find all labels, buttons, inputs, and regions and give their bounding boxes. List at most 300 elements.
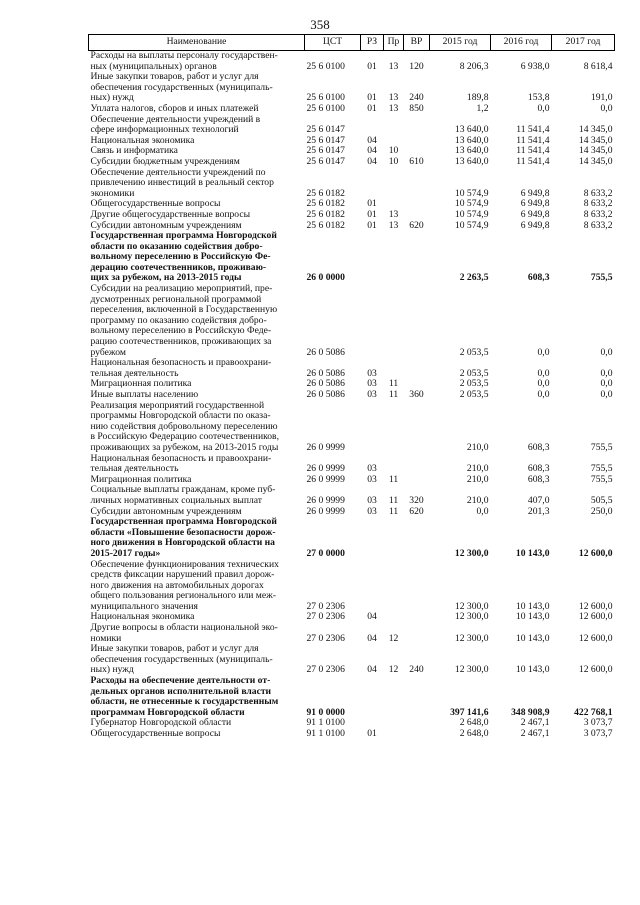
row-2015: 13 640,0 bbox=[454, 155, 489, 167]
row-2017: 8 633,2 bbox=[583, 208, 613, 220]
row-name bbox=[89, 401, 305, 454]
row-name-line: вольному переселению в Российскую Феде- bbox=[90, 325, 272, 337]
row-name-line: рацию соотечественников, проживающих за bbox=[90, 336, 272, 348]
row-pr bbox=[384, 358, 404, 379]
row-2017: 755,5 bbox=[590, 272, 613, 284]
row-cst: 91 0 0000 bbox=[306, 706, 345, 718]
row-name-line: общего пользования регионального или меж- bbox=[90, 590, 276, 602]
row-vr: 120 bbox=[409, 60, 424, 72]
row-vr bbox=[404, 623, 430, 644]
row-2016: 2 467,1 bbox=[520, 728, 550, 739]
row-vr: 850 bbox=[409, 102, 424, 114]
table-row bbox=[89, 560, 615, 613]
row-cst: 27 0 2306 bbox=[306, 632, 345, 644]
table-row bbox=[89, 358, 615, 379]
row-pr bbox=[384, 718, 404, 729]
row-name-line: дусмотренных региональной программой bbox=[90, 293, 262, 305]
row-2015: 2 263,5 bbox=[459, 272, 489, 284]
header-name: Наименование bbox=[89, 35, 305, 51]
row-2017: 12 600,0 bbox=[578, 600, 613, 612]
row-pr: 11 bbox=[388, 473, 399, 485]
row-name-line: 2015-2017 годы» bbox=[90, 547, 161, 559]
row-2015: 210,0 bbox=[466, 494, 489, 506]
row-2015: 210,0 bbox=[466, 441, 489, 453]
row-2015: 10 574,9 bbox=[454, 208, 489, 220]
row-vr: 610 bbox=[409, 155, 424, 167]
row-2016: 10 143,0 bbox=[515, 664, 550, 676]
row-2017: 14 345,0 bbox=[578, 134, 613, 146]
row-name-line: Национальная экономика bbox=[90, 134, 195, 146]
row-2015: 210,0 bbox=[466, 473, 489, 485]
row-name-line: программу по оказанию содействия добро- bbox=[90, 314, 267, 326]
row-cst: 26 0 5086 bbox=[306, 378, 345, 390]
row-name bbox=[89, 485, 305, 506]
table-row bbox=[89, 729, 615, 740]
row-name-line: Общегосударственные вопросы bbox=[90, 198, 221, 210]
row-2015: 12 300,0 bbox=[454, 547, 489, 559]
row-2017: 3 073,7 bbox=[583, 717, 613, 729]
row-rz: 04 bbox=[367, 611, 377, 623]
row-name-line: Обеспечение функционирования технических bbox=[90, 558, 279, 570]
table-row bbox=[89, 72, 615, 104]
row-rz bbox=[361, 284, 384, 358]
row-name bbox=[89, 104, 305, 115]
row-name bbox=[89, 454, 305, 475]
row-2015: 2 053,5 bbox=[459, 346, 489, 358]
row-2017: 422 768,1 bbox=[574, 706, 613, 718]
row-rz: 03 bbox=[367, 473, 377, 485]
row-name-line: Иные выплаты населению bbox=[90, 389, 199, 400]
row-2016: 10 143,0 bbox=[515, 632, 550, 644]
row-pr bbox=[384, 454, 404, 475]
row-2017: 755,5 bbox=[590, 441, 613, 453]
row-cst: 91 1 0100 bbox=[306, 717, 345, 729]
row-2015: 8 206,3 bbox=[459, 60, 489, 72]
row-name bbox=[89, 644, 305, 676]
row-name bbox=[89, 390, 305, 401]
row-cst: 25 6 0100 bbox=[306, 60, 345, 72]
row-2017: 12 600,0 bbox=[578, 547, 613, 559]
row-2017: 8 633,2 bbox=[583, 198, 613, 210]
row-name-line: программы Новгородской области по оказа- bbox=[90, 410, 271, 422]
row-rz bbox=[361, 115, 384, 136]
row-rz: 01 bbox=[367, 208, 377, 220]
row-name-line: ных) нужд bbox=[90, 664, 134, 676]
row-2016: 0,0 bbox=[537, 102, 550, 114]
row-rz: 03 bbox=[367, 505, 377, 517]
table-row bbox=[89, 168, 615, 200]
row-name-line: Иные закупки товаров, работ и услуг для bbox=[90, 643, 259, 655]
row-2016: 608,3 bbox=[527, 473, 550, 485]
row-2015: 10 574,9 bbox=[454, 187, 489, 199]
row-name-line: программам Новгородской области bbox=[90, 706, 245, 718]
row-vr bbox=[404, 210, 430, 221]
table-header-row bbox=[89, 35, 615, 51]
row-name-line: Миграционная политика bbox=[90, 473, 192, 485]
row-vr bbox=[404, 401, 430, 454]
row-2015: 12 300,0 bbox=[454, 600, 489, 612]
table-row bbox=[89, 517, 615, 559]
row-name bbox=[89, 517, 305, 559]
row-rz: 03 bbox=[367, 378, 377, 390]
row-cst: 27 0 2306 bbox=[306, 611, 345, 623]
row-2015: 2 053,5 bbox=[459, 378, 489, 390]
row-rz: 01 bbox=[367, 92, 377, 104]
row-2017: 250,0 bbox=[590, 505, 613, 517]
row-pr bbox=[384, 231, 404, 284]
row-name-line: сфере информационных технологий bbox=[90, 124, 239, 136]
table-row bbox=[89, 210, 615, 221]
row-name-line: Государственная программа Новгородской bbox=[90, 516, 277, 528]
row-rz: 04 bbox=[367, 134, 377, 146]
row-name-line: экономики bbox=[90, 187, 135, 199]
row-pr bbox=[384, 729, 404, 740]
row-2016: 6 949,8 bbox=[520, 219, 550, 231]
row-cst: 25 6 0100 bbox=[306, 102, 345, 114]
row-rz: 04 bbox=[367, 155, 377, 167]
header-vr: ВР bbox=[404, 35, 430, 51]
row-name-line: Обеспечение деятельности учреждений по bbox=[90, 166, 266, 178]
row-name bbox=[89, 51, 305, 73]
row-pr bbox=[384, 676, 404, 718]
row-2017: 8 633,2 bbox=[583, 219, 613, 231]
row-pr: 13 bbox=[388, 208, 399, 220]
row-pr: 12 bbox=[388, 664, 399, 676]
row-name-line: ных) нужд bbox=[90, 92, 134, 104]
row-name-line: обеспечения государственных (муниципаль- bbox=[90, 81, 273, 93]
row-name bbox=[89, 358, 305, 379]
row-2015: 397 141,6 bbox=[450, 706, 489, 718]
row-rz: 03 bbox=[367, 463, 377, 475]
row-cst: 25 6 0182 bbox=[306, 219, 345, 231]
row-2017: 12 600,0 bbox=[578, 664, 613, 676]
row-rz bbox=[361, 401, 384, 454]
row-2015: 12 300,0 bbox=[454, 664, 489, 676]
row-2017: 8 633,2 bbox=[583, 187, 613, 199]
row-2016: 6 949,8 bbox=[520, 187, 550, 199]
row-name-line: Государственная программа Новгородской bbox=[90, 230, 277, 242]
row-name-line: Расходы на обеспечение деятельности от- bbox=[90, 675, 271, 687]
row-name-line: Расходы на выплаты персоналу государствен- bbox=[90, 50, 278, 61]
row-2016: 608,3 bbox=[527, 272, 550, 284]
row-2016: 201,3 bbox=[527, 505, 550, 517]
row-2017: 755,5 bbox=[590, 463, 613, 475]
row-pr: 11 bbox=[388, 378, 399, 390]
row-2015: 0,0 bbox=[476, 505, 489, 517]
row-2017: 14 345,0 bbox=[578, 155, 613, 167]
row-name-line: номики bbox=[90, 632, 122, 644]
header-rz: РЗ bbox=[361, 35, 384, 51]
row-2015: 2 648,0 bbox=[459, 717, 489, 729]
row-rz: 01 bbox=[367, 219, 377, 231]
row-cst: 25 6 0147 bbox=[306, 155, 345, 167]
row-name bbox=[89, 676, 305, 718]
row-2015: 1,2 bbox=[476, 102, 489, 114]
row-2015: 13 640,0 bbox=[454, 134, 489, 146]
row-2015: 10 574,9 bbox=[454, 219, 489, 231]
table-row bbox=[89, 157, 615, 168]
row-2016: 0,0 bbox=[537, 378, 550, 390]
table-row bbox=[89, 485, 615, 506]
row-2016: 6 938,0 bbox=[520, 60, 550, 72]
row-name-line: Другие вопросы в области национальной эко- bbox=[90, 622, 278, 634]
row-cst: 25 6 0182 bbox=[306, 208, 345, 220]
row-2015: 13 640,0 bbox=[454, 124, 489, 136]
row-name-line: области, не отнесенные к государственным bbox=[90, 696, 279, 708]
row-cst: 27 0 0000 bbox=[306, 547, 345, 559]
row-2016: 10 143,0 bbox=[515, 611, 550, 623]
table-row bbox=[89, 401, 615, 454]
row-vr bbox=[404, 284, 430, 358]
row-name-line: Иные закупки товаров, работ и услуг для bbox=[90, 71, 259, 83]
row-rz: 03 bbox=[367, 494, 377, 506]
row-vr bbox=[404, 358, 430, 379]
row-cst: 26 0 5086 bbox=[306, 367, 345, 379]
row-name-line: в Российскую Федерацию соотечественников, bbox=[90, 431, 279, 443]
row-name-line: Реализация мероприятий государственной bbox=[90, 399, 265, 411]
table-body bbox=[89, 51, 615, 740]
row-name-line: Губернатор Новгородской области bbox=[90, 717, 232, 729]
row-name bbox=[89, 157, 305, 168]
table-row bbox=[89, 231, 615, 284]
row-vr bbox=[404, 475, 430, 486]
row-name bbox=[89, 72, 305, 104]
row-cst: 25 6 0147 bbox=[306, 145, 345, 157]
row-rz bbox=[361, 676, 384, 718]
row-name-line: проживающих за рубежом, на 2013-2015 годы bbox=[90, 441, 279, 453]
row-vr bbox=[404, 517, 430, 559]
budget-table bbox=[88, 34, 615, 740]
row-pr: 13 bbox=[388, 102, 399, 114]
header-cst: ЦСТ bbox=[305, 35, 361, 51]
row-2017: 14 345,0 bbox=[578, 124, 613, 136]
row-vr bbox=[404, 136, 430, 147]
row-cst: 26 0 9999 bbox=[306, 441, 345, 453]
row-2017: 3 073,7 bbox=[583, 728, 613, 739]
table-row bbox=[89, 454, 615, 475]
row-pr: 13 bbox=[388, 60, 399, 72]
row-cst: 26 0 9999 bbox=[306, 473, 345, 485]
row-name-line: тельная деятельность bbox=[90, 367, 179, 379]
row-2015: 2 053,5 bbox=[459, 367, 489, 379]
row-2016: 348 908,9 bbox=[511, 706, 550, 718]
table-row bbox=[89, 51, 615, 73]
row-vr bbox=[404, 168, 430, 200]
row-2015: 12 300,0 bbox=[454, 632, 489, 644]
row-2015: 13 640,0 bbox=[454, 145, 489, 157]
row-pr: 11 bbox=[388, 494, 399, 506]
row-2017: 12 600,0 bbox=[578, 632, 613, 644]
row-vr bbox=[404, 454, 430, 475]
row-name-line: Национальная безопасность и правоохрани- bbox=[90, 452, 272, 464]
row-rz: 03 bbox=[367, 367, 377, 379]
row-vr bbox=[404, 729, 430, 740]
row-name-line: ного движения в Новгородской области на bbox=[90, 537, 275, 549]
row-2016: 11 541,4 bbox=[516, 124, 550, 136]
row-vr bbox=[404, 115, 430, 136]
row-cst: 26 0 9999 bbox=[306, 463, 345, 475]
row-2017: 505,5 bbox=[590, 494, 613, 506]
row-cst: 26 0 9999 bbox=[306, 505, 345, 517]
row-2016: 608,3 bbox=[527, 441, 550, 453]
row-pr bbox=[384, 560, 404, 613]
row-2016: 407,0 bbox=[527, 494, 550, 506]
row-name-line: Обеспечение деятельности учреждений в bbox=[90, 113, 261, 125]
row-vr: 320 bbox=[409, 494, 424, 506]
row-name-line: рубежом bbox=[90, 346, 126, 358]
row-2017: 0,0 bbox=[600, 346, 613, 358]
row-name-line: привлечению инвестиций в реальный сектор bbox=[90, 177, 274, 189]
row-rz bbox=[361, 560, 384, 613]
row-2017: 191,0 bbox=[590, 92, 613, 104]
row-2016: 153,8 bbox=[527, 92, 550, 104]
row-name-line: тельная деятельность bbox=[90, 463, 179, 475]
page-number: 358 bbox=[310, 17, 330, 32]
header-2015: 2015 год bbox=[430, 35, 491, 51]
row-name-line: щих за рубежом, на 2013-2015 годы bbox=[90, 272, 242, 284]
row-name-line: Связь и информатика bbox=[90, 145, 178, 157]
row-name-line: Субсидии автономным учреждениям bbox=[90, 505, 242, 517]
row-cst: 25 6 0182 bbox=[306, 187, 345, 199]
row-cst: 26 0 5086 bbox=[306, 389, 345, 400]
row-2015: 2 648,0 bbox=[459, 728, 489, 739]
row-cst: 25 6 0182 bbox=[306, 198, 345, 210]
row-name bbox=[89, 729, 305, 740]
row-2016: 0,0 bbox=[537, 367, 550, 379]
row-2017: 0,0 bbox=[600, 367, 613, 379]
table-row bbox=[89, 115, 615, 136]
row-vr bbox=[404, 612, 430, 623]
row-2017: 755,5 bbox=[590, 473, 613, 485]
table-row bbox=[89, 390, 615, 401]
row-2016: 10 143,0 bbox=[515, 547, 550, 559]
row-vr: 620 bbox=[409, 505, 424, 517]
row-2017: 0,0 bbox=[600, 378, 613, 390]
row-vr: 620 bbox=[409, 219, 424, 231]
row-2017: 12 600,0 bbox=[578, 611, 613, 623]
row-name-line: Национальная экономика bbox=[90, 611, 195, 623]
row-pr: 10 bbox=[388, 155, 399, 167]
row-name-line: ного движения на автомобильных дорогах bbox=[90, 579, 264, 591]
row-cst: 91 1 0100 bbox=[306, 728, 345, 739]
row-2016: 2 467,1 bbox=[520, 717, 550, 729]
row-2015: 189,8 bbox=[466, 92, 489, 104]
row-2016: 6 949,8 bbox=[520, 208, 550, 220]
row-name bbox=[89, 168, 305, 200]
row-name-line: Субсидии бюджетным учреждениям bbox=[90, 155, 240, 167]
table-row bbox=[89, 623, 615, 644]
row-name-line: области по оказанию содействия добро- bbox=[90, 240, 263, 252]
row-2016: 6 949,8 bbox=[520, 198, 550, 210]
row-name-line: переселения, включенной в Государственную bbox=[90, 304, 278, 316]
row-name-line: дерацию соотечественников, проживаю- bbox=[90, 261, 267, 273]
row-name-line: области «Повышение безопасности дорож- bbox=[90, 526, 276, 538]
row-2016: 11 541,4 bbox=[516, 134, 550, 146]
row-pr: 11 bbox=[388, 389, 399, 400]
row-cst: 26 0 9999 bbox=[306, 494, 345, 506]
row-cst: 25 6 0100 bbox=[306, 92, 345, 104]
row-pr: 11 bbox=[388, 505, 399, 517]
row-name-line: вольному переселению в Российскую Фе- bbox=[90, 251, 271, 263]
row-pr: 10 bbox=[388, 145, 399, 157]
table-row bbox=[89, 104, 615, 115]
row-2016: 10 143,0 bbox=[515, 600, 550, 612]
row-rz: 01 bbox=[367, 102, 377, 114]
row-rz bbox=[361, 517, 384, 559]
table-row bbox=[89, 284, 615, 358]
row-name-line: Социальные выплаты гражданам, кроме пуб- bbox=[90, 484, 276, 496]
row-name bbox=[89, 210, 305, 221]
row-cst: 27 0 2306 bbox=[306, 600, 345, 612]
row-cst: 27 0 2306 bbox=[306, 664, 345, 676]
row-cst: 26 0 5086 bbox=[306, 346, 345, 358]
row-rz: 04 bbox=[367, 664, 377, 676]
row-name bbox=[89, 623, 305, 644]
row-rz: 01 bbox=[367, 60, 377, 72]
row-2016: 0,0 bbox=[537, 389, 550, 400]
row-2017: 14 345,0 bbox=[578, 145, 613, 157]
row-name bbox=[89, 284, 305, 358]
row-vr: 360 bbox=[409, 389, 424, 400]
row-name-line: Уплата налогов, сборов и иных платежей bbox=[90, 102, 259, 114]
row-vr: 240 bbox=[409, 664, 424, 676]
row-2017: 8 618,4 bbox=[583, 60, 613, 72]
row-cst: 25 6 0147 bbox=[306, 134, 345, 146]
table-row bbox=[89, 644, 615, 676]
header-2017: 2017 год bbox=[552, 35, 615, 51]
row-cst: 25 6 0147 bbox=[306, 124, 345, 136]
row-pr bbox=[384, 401, 404, 454]
row-rz: 01 bbox=[367, 728, 377, 739]
row-2015: 2 053,5 bbox=[459, 389, 489, 400]
row-pr bbox=[384, 612, 404, 623]
row-2016: 11 541,4 bbox=[516, 155, 550, 167]
row-rz bbox=[361, 168, 384, 200]
row-pr bbox=[384, 168, 404, 200]
row-name-line: Общегосударственные вопросы bbox=[90, 728, 221, 739]
row-pr: 13 bbox=[388, 219, 399, 231]
row-cst: 26 0 0000 bbox=[306, 272, 345, 284]
row-2015: 12 300,0 bbox=[454, 611, 489, 623]
row-name-line: ных (муниципальных) органов bbox=[90, 60, 217, 72]
row-name-line: нию содействия добровольному переселению bbox=[90, 420, 278, 432]
row-name-line: обеспечения государственных (муниципаль- bbox=[90, 653, 273, 665]
row-vr bbox=[404, 199, 430, 210]
row-name-line: Другие общегосударственные вопросы bbox=[90, 208, 251, 220]
row-2015: 10 574,9 bbox=[454, 198, 489, 210]
row-name-line: дельных органов исполнительной власти bbox=[90, 685, 272, 697]
row-pr bbox=[384, 284, 404, 358]
row-name-line: Национальная безопасность и правоохрани- bbox=[90, 357, 272, 369]
row-rz: 04 bbox=[367, 632, 377, 644]
row-pr: 12 bbox=[388, 632, 399, 644]
row-name-line: муниципального значения bbox=[90, 600, 198, 612]
row-vr: 240 bbox=[409, 92, 424, 104]
row-name-line: Субсидии автономным учреждениям bbox=[90, 219, 242, 231]
header-pr: Пр bbox=[384, 35, 404, 51]
row-rz: 03 bbox=[367, 389, 377, 400]
row-rz: 04 bbox=[367, 145, 377, 157]
row-2017: 0,0 bbox=[600, 102, 613, 114]
row-name-line: личных нормативных социальных выплат bbox=[90, 494, 262, 506]
row-2016: 11 541,4 bbox=[516, 145, 550, 157]
row-name-line: Субсидии на реализацию мероприятий, пре- bbox=[90, 283, 273, 295]
row-vr bbox=[404, 231, 430, 284]
row-2015: 210,0 bbox=[466, 463, 489, 475]
row-2016: 0,0 bbox=[537, 346, 550, 358]
row-pr: 13 bbox=[388, 92, 399, 104]
row-rz bbox=[361, 231, 384, 284]
